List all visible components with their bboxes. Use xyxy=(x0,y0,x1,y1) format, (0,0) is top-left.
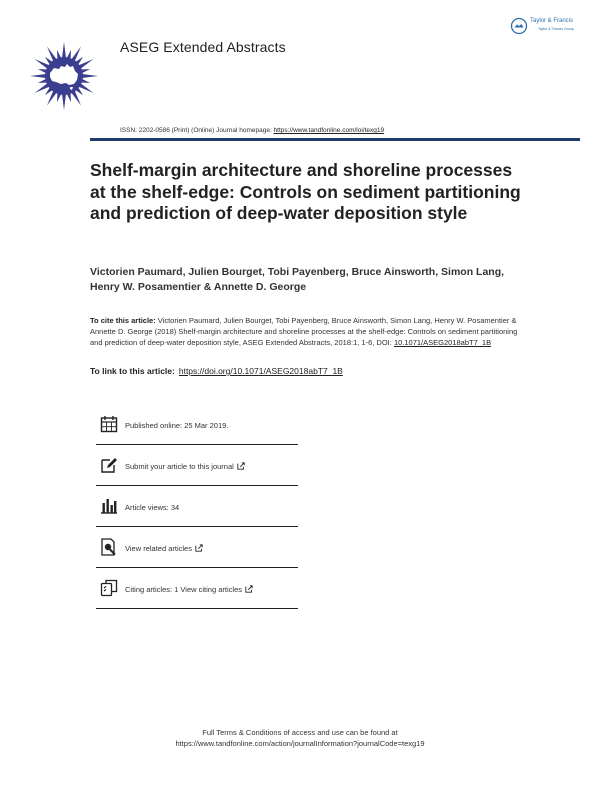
citation-label: To cite this article: xyxy=(90,316,156,325)
journal-name: ASEG Extended Abstracts xyxy=(120,39,286,55)
header-rule xyxy=(90,138,580,141)
external-link-icon xyxy=(245,585,253,593)
related-articles-link[interactable] xyxy=(125,544,203,553)
logo-ray xyxy=(82,74,98,78)
publisher-name: Taylor & Francis xyxy=(530,18,574,24)
citation-text: Victorien Paumard, Julien Bourget, Tobi Payenberg, Bruce Ainsworth, Simon Lang, Henry W. Posamentier & Annette D. George (2018) Shelf-margin architecture and shoreline processes at the shelf-edge: Controls on sediment partitioning and prediction of deep-water deposition style, ASEG Extended Abstracts, 2018:1, 1-6, DOI: xyxy=(90,316,518,347)
submit-article-link[interactable] xyxy=(125,462,245,471)
publisher-group: Taylor & Francis Group xyxy=(538,27,574,31)
publisher-logo xyxy=(508,16,584,38)
logo-ray xyxy=(30,74,46,78)
bar-chart-icon xyxy=(100,497,118,515)
article-authors: Victorien Paumard, Julien Bourget, Tobi Payenberg, Bruce Ainsworth, Simon Lang, Henry W. Posamentier & Annette D. George xyxy=(90,266,505,293)
publisher-emblem-icon xyxy=(510,17,528,35)
pencil-icon xyxy=(100,456,118,474)
published-online-text: Published online: 25 Mar 2019. xyxy=(125,421,229,430)
article-link-label: To link to this article: xyxy=(90,366,175,376)
citing-articles-link[interactable] xyxy=(125,585,253,594)
citation-block xyxy=(90,315,522,348)
footer-terms-link[interactable]: https://www.tandfonline.com/action/journalInformation?journalCode=texg19 xyxy=(175,739,425,748)
citing-articles-row[interactable] xyxy=(96,569,298,609)
external-link-icon xyxy=(195,544,203,552)
magnify-document-icon xyxy=(100,538,118,556)
issn-line xyxy=(120,127,384,134)
published-online-row xyxy=(96,405,298,445)
calendar-icon xyxy=(100,415,118,433)
citation-doi-link[interactable]: 10.1071/ASEG2018abT7_1B xyxy=(393,338,492,347)
external-link-icon xyxy=(237,462,245,470)
citing-articles-text: Citing articles: 1 View citing articles xyxy=(125,585,242,594)
article-doi-link[interactable]: https://doi.org/10.1071/ASEG2018abT7_1B xyxy=(178,366,343,376)
related-articles-row[interactable] xyxy=(96,528,298,568)
logo-ray xyxy=(62,94,66,110)
issn-text: ISSN: 2202-0586 (Print) (Online) Journal homepage: xyxy=(120,127,274,134)
journal-homepage-link[interactable]: https://www.tandfonline.com/loi/texg19 xyxy=(273,127,385,134)
logo-ray xyxy=(62,42,66,58)
aseg-logo xyxy=(28,40,100,112)
article-link-line xyxy=(90,366,343,376)
citing-icon xyxy=(100,579,118,597)
submit-article-text: Submit your article to this journal xyxy=(125,462,234,471)
article-views-row xyxy=(96,487,298,527)
footer xyxy=(0,727,600,749)
article-title: Shelf-margin architecture and shoreline processes at the shelf-edge: Controls on sediment partitioning and prediction of deep-water deposition style xyxy=(90,160,521,223)
article-views-text: Article views: 34 xyxy=(125,503,180,512)
related-articles-text: View related articles xyxy=(125,544,192,553)
footer-terms-text: Full Terms & Conditions of access and use can be found at xyxy=(202,728,398,737)
submit-article-row[interactable] xyxy=(96,446,298,486)
